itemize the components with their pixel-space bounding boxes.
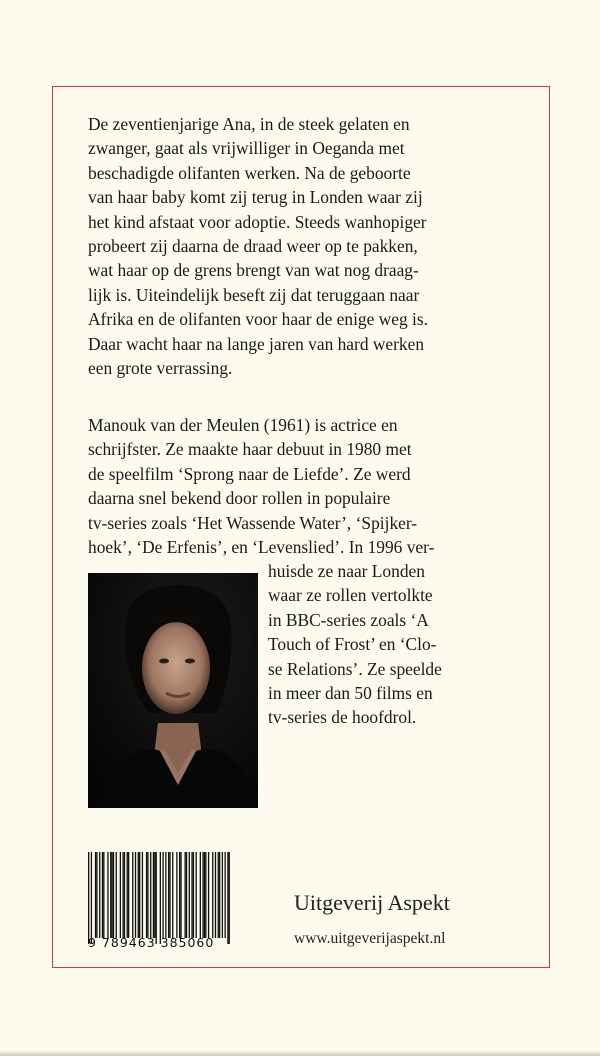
isbn-digits: 9 789463 385060 [88, 935, 215, 950]
barcode-bar [156, 852, 157, 944]
barcode-bar [212, 852, 213, 938]
barcode-bar [135, 852, 136, 938]
bio-line: daarna snel bekend door rollen in populaire [88, 488, 391, 509]
barcode-bar [185, 852, 186, 938]
bio-line: tv-series de hoofdrol. [268, 707, 417, 728]
author-bio-continued [268, 559, 528, 730]
barcode-bar [124, 852, 125, 938]
barcode-bar [120, 852, 121, 938]
barcode-bar [219, 852, 220, 938]
synopsis-line: probeert zij daarna de draad weer op te pakken, [88, 236, 418, 257]
barcode-bar [146, 852, 147, 938]
bio-line: waar ze rollen vertolkte [268, 585, 433, 606]
publisher-website: www.uitgeverijaspekt.nl [294, 930, 446, 947]
barcode-bar [202, 852, 203, 938]
barcode-bar [132, 852, 133, 938]
barcode-bar [102, 852, 103, 938]
barcode-bar [116, 852, 117, 938]
barcode-bar [153, 852, 154, 938]
bio-line: schrijfster. Ze maakte haar debuut in 1980 met [88, 439, 412, 460]
barcode-bar [180, 852, 181, 938]
barcode-bar [227, 852, 228, 944]
barcode-bar [205, 852, 206, 938]
barcode-bar [139, 852, 140, 938]
barcode-bar [128, 852, 129, 938]
barcode-bar [160, 852, 161, 944]
barcode-bar [113, 852, 114, 938]
synopsis-line: lijk is. Uiteindelijk beseft zij dat teruggaan naar [88, 284, 420, 305]
barcode-bar [110, 852, 111, 938]
barcode-bar [193, 852, 194, 938]
barcode-bar [200, 852, 201, 938]
author-bio [88, 413, 520, 559]
barcode-bar [107, 852, 108, 938]
barcode-bar [138, 852, 139, 938]
barcode-bar [224, 852, 225, 938]
barcode-bar [127, 852, 128, 938]
publisher-name: Uitgeverij Aspekt [294, 890, 450, 915]
page-edge-shadow [0, 1050, 600, 1056]
barcode-bar [189, 852, 190, 938]
barcode-bar [142, 852, 143, 938]
bio-line: tv-series zoals ‘Het Wassende Water’, ‘Spijker- [88, 512, 418, 533]
barcode-bar [222, 852, 223, 938]
bio-line: in meer dan 50 films en [268, 683, 433, 704]
barcode-bar [165, 852, 166, 938]
synopsis-line: van haar baby komt zij terug in Londen waar zij [88, 187, 423, 208]
bio-line: Touch of Frost’ en ‘Clo- [268, 634, 437, 655]
barcode-bar [147, 852, 148, 938]
barcode-bar [191, 852, 192, 938]
barcode-bar [122, 852, 123, 938]
synopsis-line: Afrika en de olifanten voor haar de enige weg is. [88, 309, 428, 330]
synopsis-line: wat haar op de grens brengt van wat nog draag- [88, 260, 419, 281]
barcode-bar [169, 852, 170, 938]
synopsis-line: De zeventienjarige Ana, in de steek gelaten en [88, 114, 410, 134]
barcode-bar [218, 852, 219, 938]
bio-line: huisde ze naar Londen [268, 561, 425, 581]
barcode-bar [88, 852, 89, 944]
bio-line: in BBC-series zoals ‘A [268, 609, 429, 630]
barcode-bar [96, 852, 97, 938]
barcode-bar [215, 852, 216, 938]
synopsis-text [88, 112, 520, 380]
synopsis-line: beschadigde olifanten werken. Na de geboorte [88, 162, 411, 183]
barcode-bar [103, 852, 104, 938]
barcode-bar [204, 852, 205, 938]
barcode-bar [91, 852, 92, 944]
synopsis-line: Daar wacht haar na lange jaren van hard werken [88, 333, 425, 354]
barcode-bar [99, 852, 100, 938]
bio-line: Manouk van der Meulen (1961) is actrice en [88, 415, 398, 435]
bio-line: hoek’, ‘De Erfenis’, en ‘Levenslied’. In 1996 ver- [88, 537, 435, 558]
barcode-bar [186, 852, 187, 938]
bio-line: se Relations’. Ze speelde [268, 658, 442, 679]
barcode-bar [162, 852, 163, 938]
barcode-bar [176, 852, 177, 938]
barcode-bar [172, 852, 173, 938]
barcode-bar [111, 852, 112, 938]
barcode-bar [168, 852, 169, 938]
bio-line: de speelfilm ‘Sprong naar de Liefde’. Ze werd [88, 463, 411, 484]
synopsis-line: het kind afstaat voor adoptie. Steeds wanhopiger [88, 211, 427, 232]
barcode-bar [196, 852, 197, 938]
barcode-bar [154, 852, 155, 938]
barcode-bar [208, 852, 209, 938]
author-portrait-image [88, 573, 258, 808]
barcode-bar [150, 852, 151, 938]
synopsis-line: een grote verrassing. [88, 358, 233, 379]
synopsis-line: zwanger, gaat als vrijwilliger in Oeganda met [88, 138, 405, 159]
barcode-bar [229, 852, 230, 944]
barcode-bar [179, 852, 180, 938]
barcode-bar [95, 852, 96, 938]
author-photo [88, 573, 258, 808]
